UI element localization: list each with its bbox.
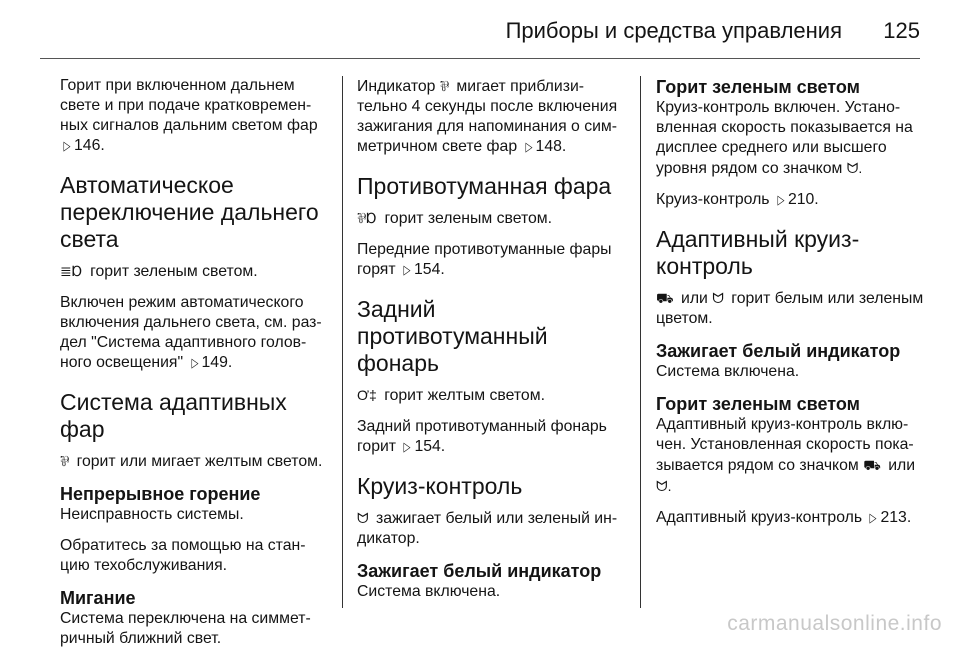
page-ref-icon: ▷ [869, 510, 877, 525]
section-heading-afs: Система адаптивных фар [60, 389, 287, 442]
cruise-control-status: ᗢ зажигает белый или зеленый ин-дикатор. [357, 510, 618, 547]
page-ref[interactable]: 210. [787, 191, 819, 208]
adaptive-cruise-status: ⛟ или ᗢ горит белым или зеленым цветом. [656, 290, 924, 327]
adaptive-green-desc: Адаптивный круиз-контроль вклю-чен. Установленная скорость пока-зывается рядом со значком ⛟ или ᗢ. [656, 416, 916, 494]
page-ref[interactable]: 154. [414, 261, 445, 278]
subheading-white-indicator: Зажигает белый индикатор [656, 341, 901, 361]
page-ref[interactable]: 149. [201, 354, 233, 371]
afs-reminder-paragraph: Индикатор ⅌ мигает приблизи-тельно 4 секунды после включения зажигания для напоминания о сим-метричном свете фар ▷ 148. [357, 78, 618, 155]
cruise-control-icon: ᗢ [357, 510, 369, 526]
column-divider-2 [640, 76, 641, 608]
column-3 [656, 76, 926, 539]
cruise-control-icon: ᗢ [712, 290, 724, 306]
subheading-green: Горит зеленым светом [656, 77, 860, 97]
section-heading-cruise-control: Круиз-контроль [357, 473, 523, 499]
high-beam-paragraph: Горит при включенном дальнем свете и при подаче кратковремен-ных сигналов дальним светом фар ▷ 146. [60, 77, 318, 154]
section-heading-adaptive-cruise: Адаптивный круиз-контроль [656, 226, 860, 279]
page-ref-icon: ▷ [191, 355, 198, 370]
section-heading-rear-fog: Задний противотуманный фонарь [357, 296, 548, 376]
watermark: carmanualsonline.info [727, 612, 942, 635]
rear-fog-icon: Ơ‡ [357, 387, 377, 403]
page-ref-icon: ▷ [403, 439, 411, 454]
column-1 [60, 76, 330, 660]
column-2 [357, 76, 627, 613]
page-number: 125 [883, 18, 920, 43]
auto-high-beam-status: ≣Ɒ горит зеленым светом. [60, 263, 258, 280]
adaptive-cruise-icon: ⛟ [656, 290, 674, 306]
fog-light-status: ⅌Ɒ горит зеленым светом. [357, 210, 553, 227]
subheading-continuous: Непрерывное горение [60, 484, 261, 504]
section-heading-fog-light: Противотуманная фара [357, 173, 612, 199]
cruise-control-icon: ᗢ. [656, 478, 672, 494]
page-header [0, 0, 960, 58]
header-title: Приборы и средства управления [505, 18, 842, 43]
afs-status: ⅌ горит или мигает желтым светом. [60, 453, 323, 470]
column-divider-1 [342, 76, 343, 608]
auto-high-beam-icon: ≣Ɒ [60, 263, 83, 279]
afs-icon: ⅌ [60, 453, 70, 469]
subheading-blinking: Мигание [60, 588, 136, 608]
page-ref-icon: ▷ [525, 139, 533, 154]
service-desc: Обратитесь за помощью на стан-цию техобслуживания. [60, 537, 306, 574]
page-ref-icon: ▷ [63, 138, 71, 153]
cruise-green-desc: Круиз-контроль включен. Устано-вленная скорость показывается на дисплее среднего или высшего уровня рядом со значком ᗢ. [656, 99, 913, 177]
page-ref-icon: ▷ [777, 192, 785, 207]
page-ref-icon: ▷ [403, 262, 411, 277]
subheading-white-indicator: Зажигает белый индикатор [357, 561, 602, 581]
continuous-desc: Неисправность системы. [60, 506, 244, 523]
page-ref[interactable]: 146. [74, 137, 105, 154]
rear-fog-status: Ơ‡ горит желтым светом. [357, 387, 545, 404]
fog-light-desc: Передние противотуманные фары горят ▷ 154. [357, 241, 612, 278]
header-rule [40, 58, 920, 59]
page-ref[interactable]: 213. [880, 509, 912, 526]
system-on-desc: Система включена. [656, 363, 800, 380]
page-ref[interactable]: 154. [414, 438, 446, 455]
cruise-ref-paragraph: Круиз-контроль ▷ 210. [656, 191, 819, 208]
section-heading-auto-high-beam: Автоматическое переключение дальнего света [60, 172, 319, 252]
afs-icon: ⅌ [439, 78, 450, 94]
adaptive-ref-paragraph: Адаптивный круиз-контроль ▷ 213. [656, 509, 912, 526]
fog-light-icon: ⅌Ɒ [357, 210, 378, 226]
rear-fog-desc: Задний противотуманный фонарь горит ▷ 154. [357, 418, 607, 455]
page-ref[interactable]: 148. [535, 138, 567, 155]
blinking-desc: Система переключена на симмет-ричный ближний свет. [60, 610, 311, 647]
auto-high-beam-desc: Включен режим автоматического включения дальнего света, см. раз-дел "Система адаптивного голов-ного освещения" ▷ 149. [60, 294, 322, 371]
system-on-desc: Система включена. [357, 583, 501, 600]
cruise-control-icon: ᗢ. [846, 160, 863, 176]
subheading-green: Горит зеленым светом [656, 394, 860, 414]
adaptive-cruise-icon: ⛟ [863, 457, 881, 473]
